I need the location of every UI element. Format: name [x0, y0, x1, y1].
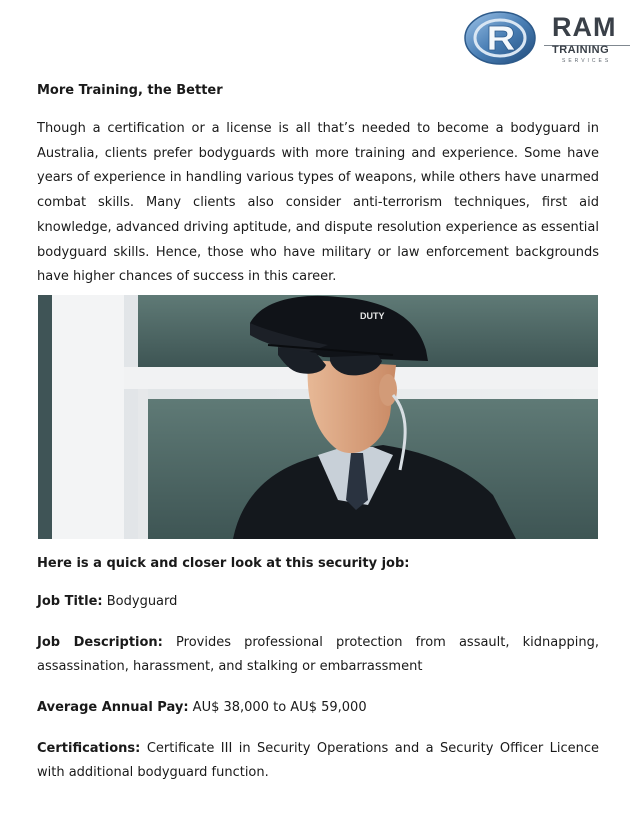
average-pay-value: AU$ 38,000 to AU$ 59,000 [192, 699, 367, 715]
logo-wordmark: RAM [552, 12, 617, 42]
document-body [37, 82, 599, 785]
job-title-label: Job Title: [37, 593, 103, 609]
job-description-field [37, 631, 599, 679]
average-pay-field [37, 696, 599, 720]
photo-left-window [38, 295, 52, 539]
certifications-label: Certifications: [37, 740, 141, 756]
job-description-label: Job Description: [37, 634, 163, 650]
certifications-field [37, 737, 599, 785]
bodyguard-photo [38, 295, 598, 539]
ram-training-logo [462, 8, 634, 68]
photo-window-mullion [138, 389, 148, 539]
job-description-value-2: assassination, harassment, and stalking or embarrassment [37, 658, 423, 674]
job-description-line-1 [37, 631, 599, 655]
average-pay-label: Average Annual Pay: [37, 699, 189, 715]
photo-pillar [52, 295, 124, 539]
section-heading: More Training, the Better [37, 83, 223, 98]
photo-cap-label: DUTY [360, 310, 385, 321]
intro-paragraph: Though a certification or a license is all that’s needed to become a bodyguard in Australia, clients prefer bodyguards with more training and experience. Some have years of experience in handling various types of weapons, while others have unarmed combat skills. Many clients also consider anti-terrorism techniques, first aid knowledge, advanced driving aptitude, and dispute resolution experience as essential bodyguard skills. Hence, those who have military or law enforcement backgrounds have higher chances of success in this career. [37, 121, 599, 285]
logo-training-text: TRAINING [552, 44, 610, 56]
photo-ear [379, 374, 397, 406]
job-title-value: Bodyguard [106, 593, 178, 609]
logo-services-text: SERVICES [562, 58, 612, 64]
job-intro: Here is a quick and closer look at this security job: [37, 555, 410, 571]
job-title-field [37, 590, 599, 614]
job-description-value-1: Provides professional protection from assault, kidnapping, [176, 634, 599, 650]
certifications-value: Certificate III in Security Operations and a Security Officer Licence with additional bodyguard function. [37, 740, 600, 780]
ram-logo-emblem-icon [462, 8, 542, 68]
